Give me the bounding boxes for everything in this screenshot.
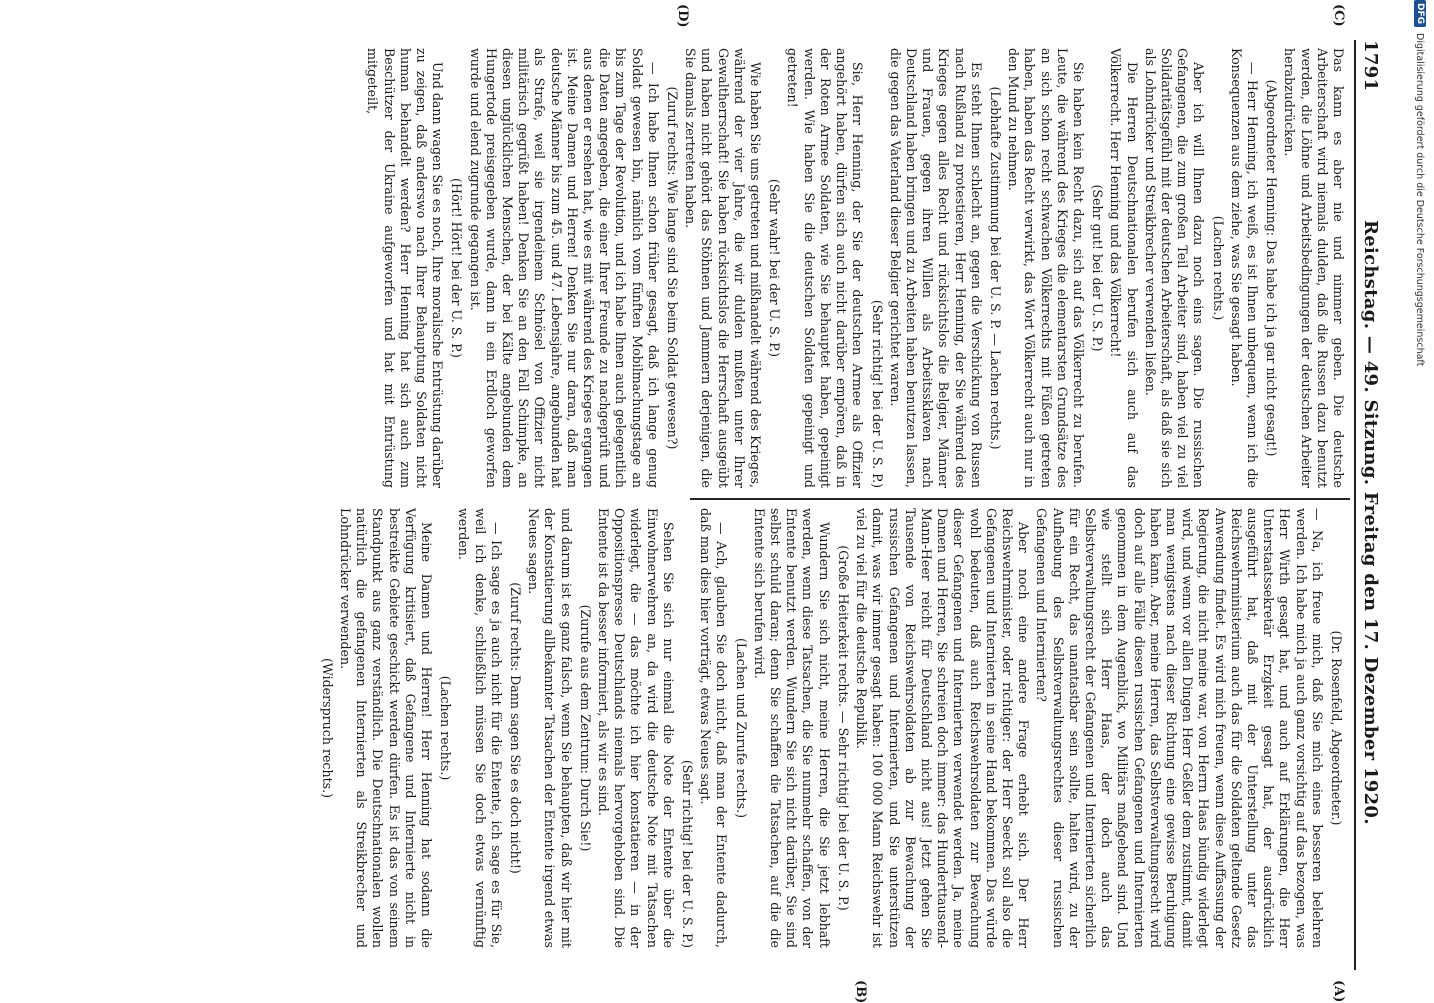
margin-marker-c: (C) [1331, 4, 1346, 27]
right-column [362, 48, 1346, 488]
page-header [1354, 40, 1390, 970]
stage-direction: (Zuruf rechts: Wie lange sind Sie beim Soldat gewesen?) [665, 86, 681, 450]
stage-direction: (Hört! Hört! bei der U. S. P.) [449, 178, 465, 358]
stage-direction: (Lachen rechts.) [1210, 215, 1226, 321]
paragraph: und darum ist es ganz falsch, wenn Sie behaupten, daß wir hier mit der Konstatierung allbekannter Tatsachen der Entente irgend etwas Neues sagen. [526, 508, 574, 948]
paragraph: Und dann wagen Sie es noch, Ihre moralische Entrüstung darüber zu zeigen, daß anderswo nach Ihrer Behauptung Soldaten nicht human behandelt werden? Herr Henning hat sich auch zum Beschützer der Ukraine aufgeworfen und hat mit Entrüstung mitgeteilt, [365, 48, 446, 488]
paragraph: — Herr Henning, ich weiß, es ist Ihnen unbequem, wenn ich die Konsequenzen aus dem ziehe, was Sie gesagt haben. [1228, 48, 1260, 488]
running-title: Reichstag. — 49. Sitzung. Freitag den 17. Dezember 1920. [1360, 220, 1381, 825]
stage-direction: (Abgeordneter Henning: Das habe ich ja gar nicht gesagt!) [1264, 79, 1280, 457]
paragraph: Wie haben Sie uns getreten und mißhandelt während des Krieges, während der vier Jahre, die wir dulden mußten unter Ihrer Gewaltherrschaft! Sie haben rücksichtslos die Herrschaft ausgeübt und haben nicht gehört das Stöhnen und Jammern derjenigen, die Sie damals zertreten haben. [683, 48, 764, 488]
stage-direction: (Sehr gut! bei der U. S. P.) [1090, 184, 1106, 352]
paragraph: Aber ich will Ihnen dazu noch eins sagen. Die russischen Gefangenen, die zum großen Teil Arbeiter sind, haben viel zu viel Solidaritätsgefühl mit der deutschen Arbeiterschaft, als daß sie sich als Lohndrücker und Streikbrecher verwenden ließen. [1142, 48, 1207, 488]
dfg-logo-icon: DFG [1414, 0, 1426, 27]
stage-direction: (Zurufe aus dem Zentrum: Durch Sie!) [577, 604, 593, 852]
paragraph: Meine Damen und Herren! Herr Henning hat sodann die Verfügung kritisiert, daß Gefangene und Internierte nicht in bestreikte Gebiete geschickt werden dürfen. Es ist das von seinem Standpunkt aus ganz verständlich. Die Deutschnationalen wollen natürlich die gefangenen Internierten als Streikbrecher und Lohndrücker verwenden. [338, 508, 435, 948]
margin-marker-d: (D) [675, 4, 690, 28]
paragraph: — Ich habe Ihnen schon früher gesagt, daß ich lange genug Soldat gewesen bin, nämlich vom fünften Mobilmachungstage an bis zum Tage der Revolution, und ich habe Ihnen auch gelegentlich die Daten angegeben, die einer Ihrer Freunde zu nachgeprüft und aus denen er ersehen hat, wie es mit während des Krieges ergangen ist. Meine Damen und Herren! Denken Sie nur daran, daß man deutsche Männer bis zum 45. und 47. Lebensjahre, angebunden hat als Strafe, weil sie irgendeinem Schnösel von Offizier nicht militärisch gegrüßt haben! Denken Sie an den Fall Schimpke, an diesen unglücklichen Menschen, der bei Kälte angebunden dem Hungertode preisgegeben wurde, dann in ein Erdloch geworfen wurde und elend zugrunde gegangen ist. [467, 48, 661, 488]
paragraph: Aber noch eine andere Frage erhebt sich. Der Herr Reichswehrminister, oder richtiger: der Herr Seeckt soll also die Gefangenen und Internierten in seine Hand bekommen. Das würde wohl bedeuten, daß auch Reichswehrsoldaten zur Bewachung dieser Gefangenen und Internierten verwendet werden. Ja, meine Damen und Herren, Sie schreien doch immer: das Hunderttausend-Mann-Heer reicht für Deutschland nicht aus! Jetzt gehen Sie Tausende von Reichswehrsoldaten ab zur Bewachung der russischen Gefangenen und Internierten, und Sie unterstützen damit, was wir immer gesagt haben: 100 000 Mann Reichswehr ist viel zu viel für die deutsche Republik. [854, 508, 1032, 948]
stage-direction: (Sehr wahr! bei der U. S. P.) [767, 178, 783, 358]
stage-direction: (Sehr richtig! bei der U. S. P.) [869, 299, 885, 488]
paragraph: Es steht Ihnen schlecht an, gegen die Verschickung von Russen nach Rußland zu protestieren, Herr Henning, der Sie während des Krieges gegen alles Recht und rücksichtslos die Belgier, Männer und Frauen, gegen ihren Willen als Arbeitssklaven nach Deutschland haben bringen und zu Arbeiten haben benutzen lassen, die gegen das Vaterland dieser Belgier gerichtet waren. [887, 48, 984, 488]
stage-direction: (Lachen rechts.) [438, 675, 454, 781]
stage-direction: (Lachen und Zurufe rechts.) [733, 638, 749, 818]
document-page [10, 0, 1390, 1003]
paragraph: — Ach, glauben Sie doch nicht, daß man der Entente dadurch, daß man dies hier vorträgt, etwas Neues sagt. [698, 508, 730, 948]
page-number: 1791 [1360, 40, 1381, 92]
paragraph: — Ich sage es ja auch nicht für die Entente, ich sage es für Sie, weil ich denke, schließlich müssen Sie doch etwas vernünftig werden. [456, 508, 504, 948]
stage-direction: (Sehr richtig! bei der U. S. P.) [680, 759, 696, 948]
left-column [316, 508, 1346, 948]
digitization-credit [1412, 0, 1428, 1000]
paragraph: Sehen Sie sich nur einmal die Note der Entente über die Einwohnerwehren an, da wird die deutsche Note mit Tatsachen widerlegt, die — das möchte ich hier konstatieren — in der Oppositionspresse Deutschlands niemals hervorgehoben sind. Die Entente ist da besser informiert, als wir es sind. [596, 508, 676, 948]
speaker-label: (Dr. Rosenfeld, Abgeordneter.) [1329, 630, 1344, 826]
paragraph: Sie, Herr Henning, der Sie der deutschen Armee als Offizier angehört haben, dürfen sich auch nicht darüber empören, daß in der Roten Armee Soldaten, wie Sie behauptet haben, gepeinigt werden. Wie haben Sie die deutschen Soldaten gepeinigt und getreten! [785, 48, 866, 488]
stage-direction: (Zuruf rechts: Dann sagen Sie es doch nicht!) [508, 582, 524, 874]
stage-direction: (Widerspruch rechts.) [319, 657, 335, 799]
paragraph: Die Herren Deutschnationalen berufen sich auch auf das Völkerrecht. Herr Henning und das Völkerrecht! [1108, 48, 1140, 488]
column-divider [690, 498, 1350, 500]
stage-direction: (Lebhafte Zustimmung bei der U. S. P. — Lachen rechts.) [987, 86, 1003, 450]
paragraph: Das kann es aber nie und nimmer geben. Die deutsche Arbeiterschaft wird niemals dulden, daß die Russen dazu benutzt werden, die Löhne und Arbeitsbedingungen der deutschen Arbeiter herabzudrücken. [1282, 48, 1346, 488]
margin-marker-b: (B) [853, 980, 868, 1003]
paragraph: Sie haben kein Recht dazu, sich auf das Völkerrecht zu berufen. Leute, die während des Krieges die elementarsten Grundsätze des an sich schon recht schwachen Völkerrechts mit Füßen getreten haben, haben das Recht verwirkt, das Wort Völkerrecht auch nur in den Mund zu nehmen. [1006, 48, 1086, 488]
stage-direction: (Große Heiterkeit rechts. — Sehr richtig! bei der U. S. P.) [835, 545, 851, 911]
margin-marker-a: (A) [1331, 980, 1346, 1003]
credit-text: Digitalisierung gefördert durch die Deutsche Forschungsgemeinschaft [1414, 33, 1426, 367]
paragraph: Wundern Sie sich nicht, meine Herren, die Sie jetzt lebhaft werden, wenn diese Tatsachen, die Sie nunmehr schaffen, von der Entente benutzt werden. Wundern Sie sich nicht darüber, Sie sind selbst schuld daran; denn Sie schaffen die Tatsachen, auf die die Entente sich berufen wird. [751, 508, 832, 948]
paragraph: — Na, ich freue mich, daß Sie mich eines besseren belehren werden. Ich habe mich ja auch ganz vorsichtig auf das bezogen, was Herr Wirth gesagt hat, und auch auf Erklärungen, die Herr Unterstaatssekretär Erzgkeit gesagt hat, der ausdrücklich ausgeführt hat, daß mit der Unterstellung unter das Reichswehrministerium auch das für die Soldaten geltende Gesetz Anwendung findet. Es wird mich freuen, wenn diese Auffassung der Regierung, die nicht meine war, von Herrn Haas bündig widerlegt wird, und wenn vor allen Dingen Herr Geßler dem zustimmt, damit man wenigstens nach dieser Richtung eine gewisse Beruhigung haben kann. Aber, meine Herren, das Selbstverwaltungsrecht wird doch auf alle Fälle diesen russischen Gefangenen und Internierten genommen in dem Augenblick, wo Militärs maßgebend sind. Und wie stellt sich Herr Haas, der doch auch das Selbstverwaltungsrecht der Gefangenen und Internierten sicherlich für ein Recht, das unantastbar sein sollte, halten wird, zu der Aufhebung des Selbstverwaltungsrechtes dieser russischen Gefangenen und Internierten? [1034, 508, 1325, 948]
